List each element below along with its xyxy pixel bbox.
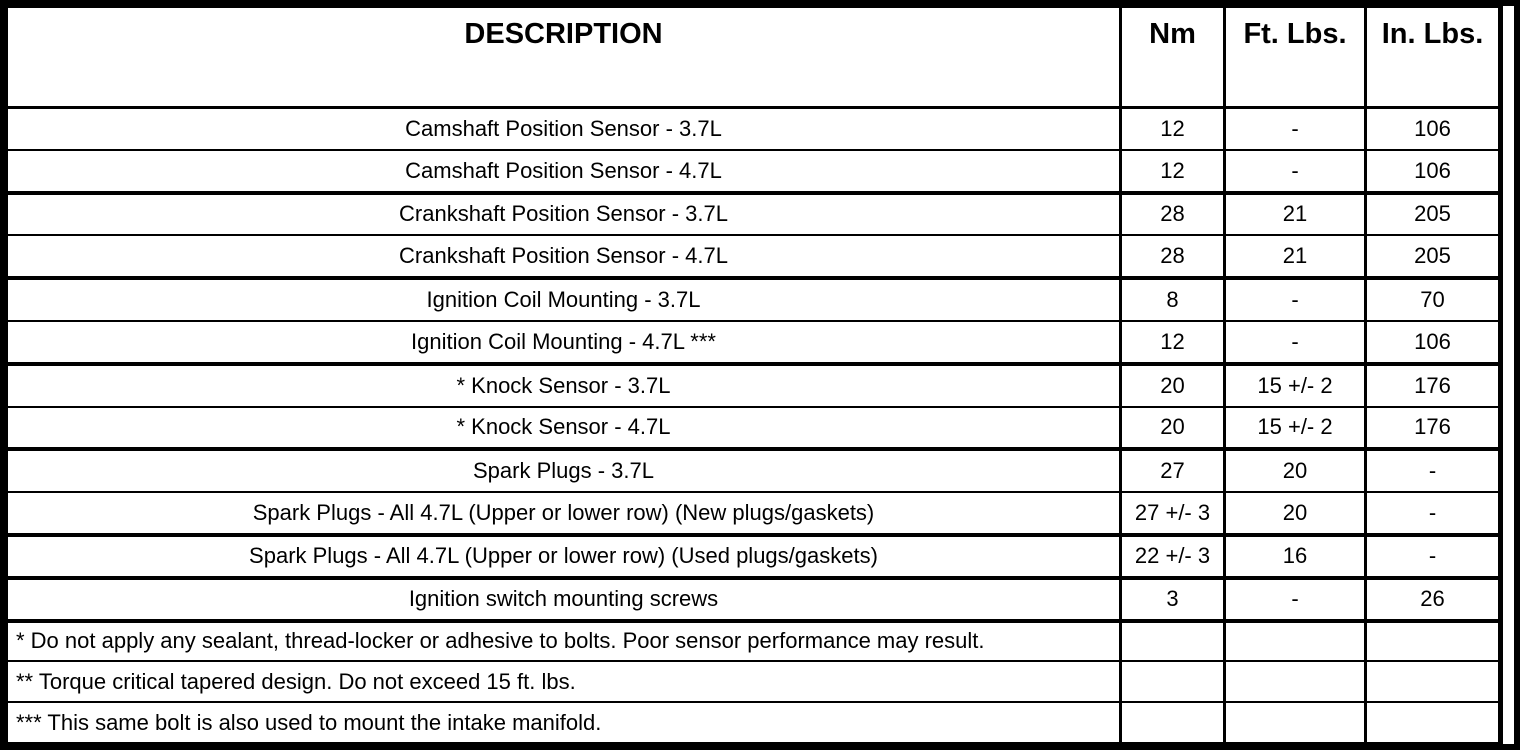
cell-in-lbs: - [1366,535,1501,578]
cell-description: Ignition Coil Mounting - 4.7L *** [7,321,1121,364]
cell-nm: 27 [1121,449,1225,492]
footnote-row [7,621,1501,662]
cell-in-lbs: 70 [1366,278,1501,321]
empty-cell [1121,702,1225,743]
cell-ft-lbs: 16 [1225,535,1366,578]
footnote-text: * Do not apply any sealant, thread-locker or adhesive to bolts. Poor sensor performance may result. [7,621,1121,662]
column-header-ft-lbs: Ft. Lbs. [1225,7,1366,107]
cell-nm: 20 [1121,364,1225,407]
table-row [7,193,1501,236]
column-header-in-lbs: In. Lbs. [1366,7,1501,107]
cell-in-lbs: - [1366,449,1501,492]
cell-description: Spark Plugs - All 4.7L (Upper or lower row) (New plugs/gaskets) [7,492,1121,535]
cell-ft-lbs: - [1225,578,1366,621]
cell-nm: 3 [1121,578,1225,621]
table-row [7,278,1501,321]
torque-spec-table [6,6,1503,744]
cell-description: Ignition switch mounting screws [7,578,1121,621]
empty-cell [1366,702,1501,743]
cell-description: Spark Plugs - All 4.7L (Upper or lower row) (Used plugs/gaskets) [7,535,1121,578]
table-row [7,449,1501,492]
cell-description: Crankshaft Position Sensor - 4.7L [7,235,1121,278]
table-header-row [7,7,1501,107]
table-row [7,492,1501,535]
cell-in-lbs: 26 [1366,578,1501,621]
footnote-row [7,661,1501,702]
cell-ft-lbs: 15 +/- 2 [1225,407,1366,450]
cell-ft-lbs: 20 [1225,492,1366,535]
cell-ft-lbs: 21 [1225,193,1366,236]
table-row [7,578,1501,621]
cell-description: Camshaft Position Sensor - 3.7L [7,107,1121,150]
cell-ft-lbs: - [1225,321,1366,364]
cell-ft-lbs: 15 +/- 2 [1225,364,1366,407]
cell-description: * Knock Sensor - 3.7L [7,364,1121,407]
cell-ft-lbs: 20 [1225,449,1366,492]
cell-ft-lbs: - [1225,107,1366,150]
column-header-nm: Nm [1121,7,1225,107]
cell-nm: 12 [1121,321,1225,364]
cell-nm: 12 [1121,150,1225,193]
table-row [7,364,1501,407]
cell-ft-lbs: - [1225,150,1366,193]
footnote-row [7,702,1501,743]
empty-cell [1121,661,1225,702]
cell-in-lbs: 106 [1366,107,1501,150]
footnote-text: ** Torque critical tapered design. Do not exceed 15 ft. lbs. [7,661,1121,702]
cell-nm: 8 [1121,278,1225,321]
cell-in-lbs: - [1366,492,1501,535]
cell-in-lbs: 106 [1366,150,1501,193]
table-row [7,150,1501,193]
table-row [7,407,1501,450]
footnote-text: *** This same bolt is also used to mount the intake manifold. [7,702,1121,743]
empty-cell [1366,621,1501,662]
cell-nm: 28 [1121,193,1225,236]
empty-cell [1225,661,1366,702]
cell-description: Crankshaft Position Sensor - 3.7L [7,193,1121,236]
cell-description: Spark Plugs - 3.7L [7,449,1121,492]
empty-cell [1225,621,1366,662]
cell-nm: 27 +/- 3 [1121,492,1225,535]
cell-ft-lbs: 21 [1225,235,1366,278]
cell-in-lbs: 176 [1366,364,1501,407]
column-header-description: DESCRIPTION [7,7,1121,107]
cell-description: * Knock Sensor - 4.7L [7,407,1121,450]
cell-nm: 28 [1121,235,1225,278]
cell-in-lbs: 205 [1366,193,1501,236]
cell-description: Ignition Coil Mounting - 3.7L [7,278,1121,321]
empty-cell [1121,621,1225,662]
table-row [7,107,1501,150]
empty-cell [1366,661,1501,702]
table-row [7,235,1501,278]
cell-nm: 20 [1121,407,1225,450]
cell-in-lbs: 176 [1366,407,1501,450]
cell-in-lbs: 205 [1366,235,1501,278]
cell-nm: 22 +/- 3 [1121,535,1225,578]
cell-ft-lbs: - [1225,278,1366,321]
table-row [7,535,1501,578]
table-row [7,321,1501,364]
empty-cell [1225,702,1366,743]
cell-in-lbs: 106 [1366,321,1501,364]
cell-nm: 12 [1121,107,1225,150]
cell-description: Camshaft Position Sensor - 4.7L [7,150,1121,193]
